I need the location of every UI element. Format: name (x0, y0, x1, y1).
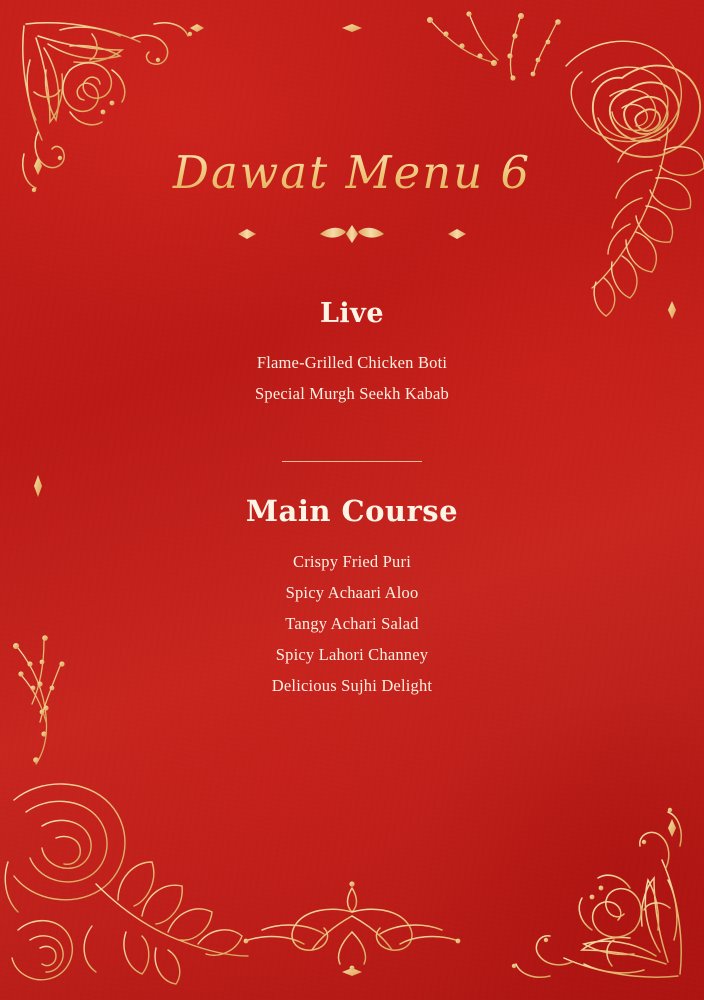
menu-item: Special Murgh Seekh Kabab (255, 384, 449, 403)
section-live (0, 298, 704, 409)
section-heading-main-course: Main Course (245, 494, 459, 528)
section-divider-rule (282, 461, 422, 462)
section-items-main-course (0, 546, 704, 701)
title-divider-ornament (202, 222, 502, 246)
section-heading-live: Live (319, 298, 385, 329)
page-title: Dawat Menu 6 (0, 146, 704, 199)
menu-item: Spicy Achaari Aloo (285, 583, 419, 602)
section-items-live (0, 347, 704, 409)
menu-item: Tangy Achari Salad (285, 614, 419, 633)
menu-item: Spicy Lahori Channey (275, 645, 429, 664)
menu-item: Flame-Grilled Chicken Boti (256, 353, 448, 372)
section-main-course (0, 494, 704, 701)
menu-item: Delicious Sujhi Delight (271, 676, 433, 695)
menu-item: Crispy Fried Puri (293, 552, 411, 571)
